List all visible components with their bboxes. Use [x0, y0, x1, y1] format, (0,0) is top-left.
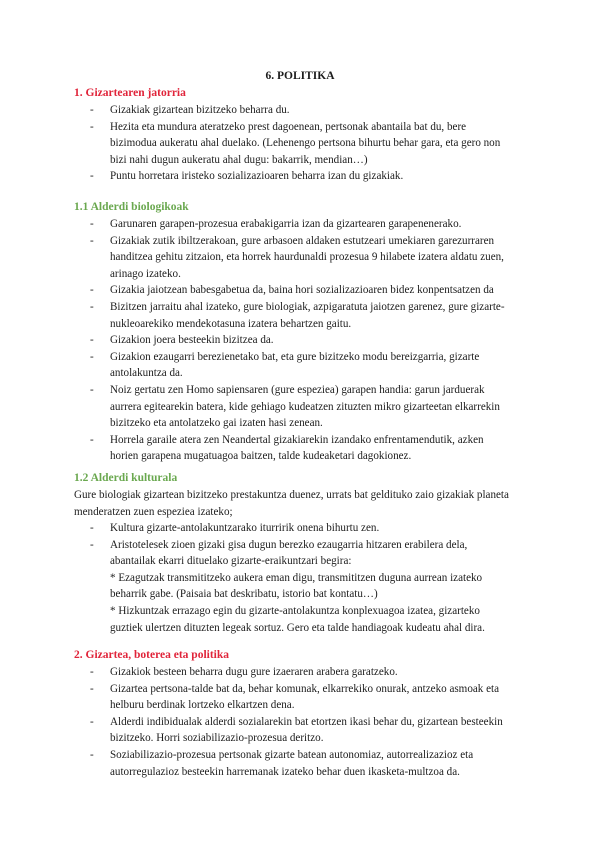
list-item: - Gizakiak zutik ibiltzerakoan, gure arbasoen aldaken estutzeari umekiaren garezurraren handitzea gehitu zitzaion, eta horrek haurdunaldi prozesua 9 hilabete izatera aldatu zuen, arinago izateko. [0, 233, 510, 283]
list-item: - Gizakiok besteen beharra dugu gure izaeraren arabera garatzeko. [0, 664, 510, 681]
list-item: - Hezita eta mundura ateratzeko prest dagoenean, pertsonak abantaila bat du, bere bizimodua aukeratu ahal duelako. (Lehenengo pertsona bihurtu behar gara, eta gero non bizi nahi dugun aukeratu ahal dugu: bakarrik, mendian…) [0, 119, 510, 169]
list-item [0, 537, 510, 637]
section-heading-alderdi-kulturala: 1.2 Alderdi kulturala [74, 472, 178, 484]
bullet-list-kulturala [0, 520, 600, 636]
list-item: - Gizakiak gizartean bizitzeko beharra du. [0, 102, 510, 119]
list-item: - Horrela garaile atera zen Neandertal gizakiarekin izandako enfrentamendutik, azken horien garapena mugatuagoa baitzen, talde kudeaketari dagokionez. [0, 432, 510, 465]
list-item: - Kultura gizarte-antolakuntzarako iturririk onena bihurtu zen. [0, 520, 510, 537]
intro-paragraph: Gure biologiak gizartean bizitzeko prestakuntza duenez, urrats bat geldituko zaio gizakiak planeta menderatzen zuen espeziea izateko; [74, 489, 509, 518]
list-item: - Gizakia jaiotzean babesgabetua da, baina hori sozializazioaren bidez konpentsatzen da [0, 282, 510, 299]
page-title: 6. POLITIKA [265, 70, 335, 82]
sub-point: * Ezagutzak transmititzeko aukera eman digu, transmititzen duguna aurrean izateko beharrik gabe. (Paisaia bat deskribatu, istorio bat kontatu…) [110, 571, 483, 601]
bullet-list-jatorria [0, 102, 600, 185]
list-item: - Gizakion ezaugarri berezienetako bat, eta gure bizitzeko modu bereizgarria, gizarte antolakuntza da. [0, 349, 510, 382]
list-item: - Gizakion joera besteekin bizitzea da. [0, 332, 510, 349]
bullet-list-biologikoak [0, 216, 600, 465]
section-heading-gizartea-boterea-politika: 2. Gizartea, boterea eta politika [74, 649, 230, 661]
list-item: - Noiz gertatu zen Homo sapiensaren (gure espeziea) garapen handia: garun jarduerak aurrera egitearekin batera, kide gehiago kudeatzen zituzten mikro gizarteetan elkarrekin bizitzeko eta antolatzeko gai izaten hasi zenean. [0, 382, 510, 432]
bullet-list-gizartea [0, 664, 600, 780]
list-item: - Alderdi indibidualak alderdi sozialarekin bat etortzen ikasi behar du, gizartean besteekin bizitzeko. Horri soziabilizazio-prozesua deritzo. [0, 714, 510, 747]
section-heading-alderdi-biologikoak: 1.1 Alderdi biologikoak [74, 201, 189, 213]
list-item: - Puntu horretara iristeko sozializazioaren beharra izan du gizakiak. [0, 168, 510, 185]
list-item: - Gizartea pertsona-talde bat da, behar komunak, elkarrekiko onurak, antzeko asmoak eta helburu berdinak lortzeko elkartzen dena. [0, 681, 510, 714]
list-item: - Bizitzen jarraitu ahal izateko, gure biologiak, azpigaratuta jaiotzen garenez, gure gizarte-nukleoarekiko mendekotasuna izatera behartzen gaitu. [0, 299, 510, 332]
sub-point: * Hizkuntzak errazago egin du gizarte-antolakuntza konplexuagoa izatea, gizarteko guztiek ulertzen dituzten legeak sortuz. Gero eta talde handiagoak kudeatu ahal dira. [110, 604, 485, 634]
section-heading-gizartearen-jatorria: 1. Gizartearen jatorria [74, 87, 186, 99]
list-item-text: Aristotelesek zioen gizaki gisa dugun berezko ezaugarria hitzaren erabilera dela, abantailak ekarri dituelako gizarte-eraikuntzari begira: [110, 538, 468, 568]
list-item: - Garunaren garapen-prozesua erabakigarria izan da gizartearen garapenenerako. [0, 216, 510, 233]
list-item: - Soziabilizazio-prozesua pertsonak gizarte batean autonomiaz, autorrealizazioz eta autorregulazioz besteekin harremanak izateko behar duen ikasketa-multzoa da. [0, 747, 510, 780]
